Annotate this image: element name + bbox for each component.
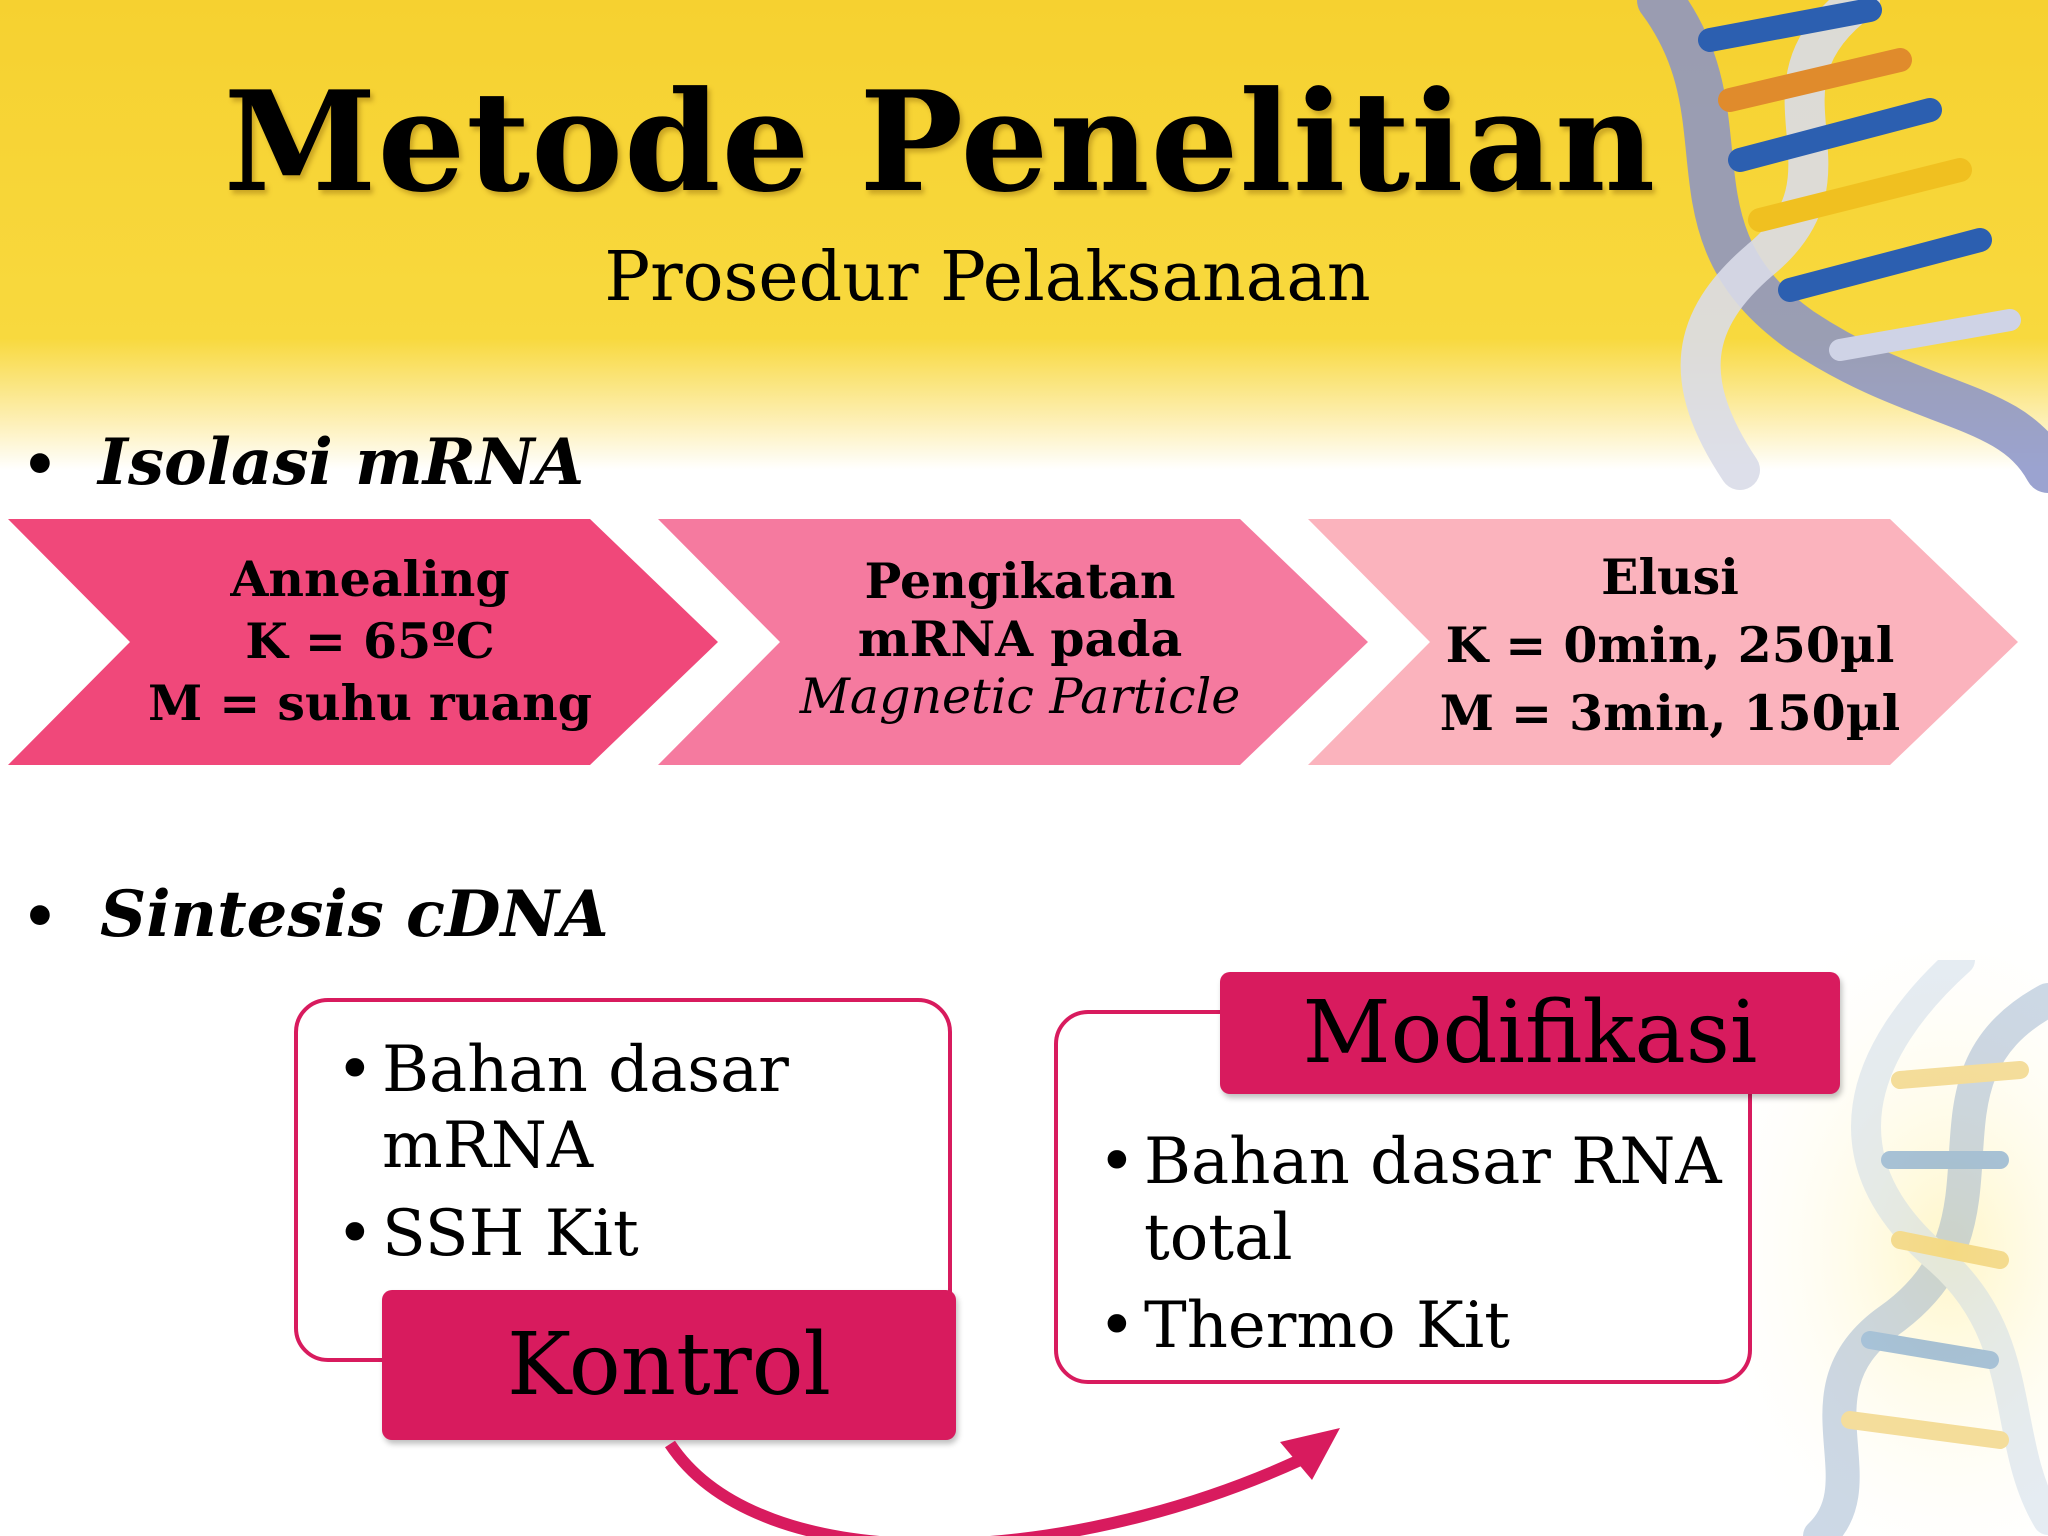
section-heading-sintesis: Sintesis cDNA <box>100 877 609 952</box>
page-subtitle: Prosedur Pelaksanaan <box>604 238 1371 317</box>
kontrol-item-1 <box>382 1032 789 1184</box>
step-line: mRNA pada <box>857 610 1183 668</box>
kontrol-item-2: SSH Kit <box>382 1197 639 1271</box>
item-line: mRNA <box>382 1109 594 1183</box>
item-line: Bahan dasar <box>382 1033 789 1107</box>
step-annealing-text <box>130 548 610 734</box>
section-heading-isolasi: Isolasi mRNA <box>98 425 585 500</box>
modifikasi-item-1 <box>1144 1124 1722 1276</box>
bullet-icon: • <box>336 1033 374 1107</box>
step-line: M = 3min, 150µl <box>1439 684 1901 742</box>
bullet-icon: • <box>336 1197 374 1271</box>
list-item <box>336 1196 374 1272</box>
step-line: Annealing <box>230 550 510 608</box>
step-elusi-text <box>1430 543 1910 747</box>
page-title: Metode Penelitian <box>223 60 1657 223</box>
step-line: K = 65ºC <box>245 612 495 670</box>
step-line: Pengikatan <box>864 552 1176 610</box>
step-pengikatan-text <box>780 552 1260 726</box>
item-line: total <box>1144 1201 1293 1275</box>
list-item <box>336 1032 374 1108</box>
curved-arrow-icon <box>640 1420 1360 1536</box>
bullet-icon: • <box>22 432 58 498</box>
list-item <box>1098 1288 1136 1364</box>
step-line: K = 0min, 250µl <box>1445 616 1895 674</box>
bullet-icon: • <box>1098 1289 1136 1363</box>
bullet-icon: • <box>22 884 58 950</box>
step-line-italic: Magnetic Particle <box>799 668 1241 725</box>
step-line: M = suhu ruang <box>147 674 592 732</box>
step-line: Elusi <box>1601 548 1739 606</box>
modifikasi-item-2: Thermo Kit <box>1144 1289 1510 1363</box>
list-item <box>1098 1124 1136 1200</box>
bullet-icon: • <box>1098 1125 1136 1199</box>
item-line: Bahan dasar RNA <box>1144 1125 1722 1199</box>
modifikasi-label: Modifikasi <box>1220 972 1840 1094</box>
kontrol-label: Kontrol <box>382 1290 956 1440</box>
